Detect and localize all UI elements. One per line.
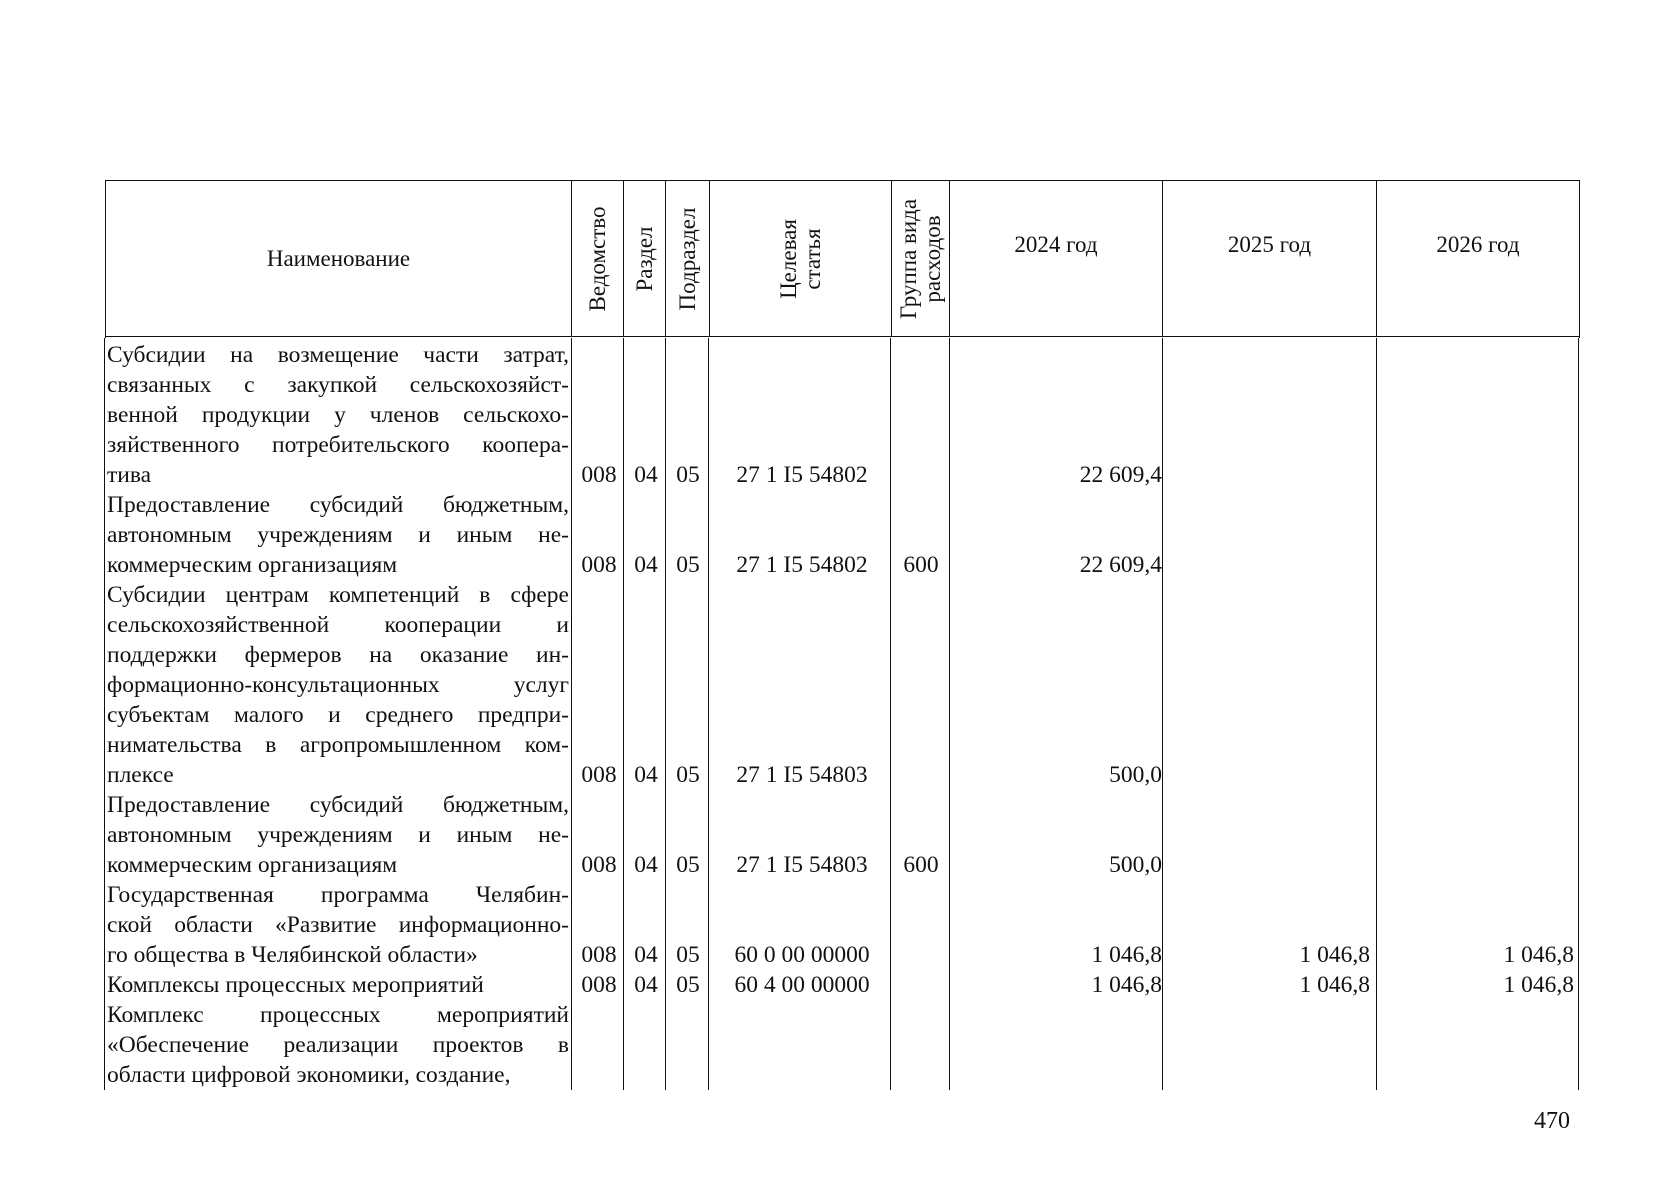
header-2026-label: 2026 год	[1436, 232, 1520, 257]
row-razdel: 04	[634, 852, 658, 878]
header-celevaya-line2: статья	[799, 228, 825, 290]
row-name-line: сельскохозяйственной кооперации и	[107, 612, 569, 638]
header-ved-label: Ведомство	[584, 206, 610, 312]
row-celevaya: 27 1 I5 54803	[736, 762, 868, 788]
row-name	[107, 880, 569, 970]
row-name	[107, 490, 569, 580]
header-gruppa-label	[896, 199, 944, 319]
row-name-line: Субсидии центрам компетенций в сфере	[107, 582, 569, 608]
row-name-line: связанных с закупкой сельскохозяйст-	[107, 372, 569, 398]
row-podrazdel: 05	[676, 552, 700, 578]
header-name-label: Наименование	[266, 245, 411, 271]
row-name-line: автономным учреждениям и иным не-	[107, 822, 569, 848]
row-y2024: 500,0	[1109, 762, 1162, 788]
row-name-line: Комплекс процессных мероприятий	[107, 1002, 569, 1028]
header-razdel	[624, 181, 666, 337]
row-name-line: Предоставление субсидий бюджетным,	[107, 792, 569, 818]
header-podrazdel	[666, 181, 710, 337]
row-name	[107, 790, 569, 880]
row-celevaya: 27 1 I5 54802	[736, 462, 868, 488]
row-name-line: поддержки фермеров на оказание ин-	[107, 642, 569, 668]
row-name	[107, 1000, 569, 1090]
header-ved	[572, 181, 624, 337]
header-gruppa-line2: расходов	[919, 215, 945, 303]
row-y2024: 1 046,8	[1091, 972, 1162, 998]
header-celevaya-line1: Целевая	[775, 219, 801, 299]
table-row	[0, 790, 1673, 880]
row-name-line: Комплексы процессных мероприятий	[107, 972, 484, 998]
row-name	[107, 340, 569, 490]
header-podrazdel-label: Подраздел	[674, 207, 700, 311]
row-razdel: 04	[634, 942, 658, 968]
header-gruppa-line1: Группа вида	[895, 198, 921, 320]
row-podrazdel: 05	[676, 852, 700, 878]
row-razdel: 04	[634, 762, 658, 788]
header-2024	[950, 181, 1163, 337]
row-y2025: 1 046,8	[1299, 972, 1370, 998]
table-header	[105, 180, 1580, 338]
header-2026	[1377, 181, 1579, 337]
header-2025	[1163, 181, 1377, 337]
row-name-line: формационно-консультационных услуг	[107, 672, 569, 698]
header-razdel-label: Раздел	[631, 226, 657, 292]
row-y2025: 1 046,8	[1299, 942, 1370, 968]
row-podrazdel: 05	[676, 462, 700, 488]
row-podrazdel: 05	[676, 972, 700, 998]
row-name-line: Предоставление субсидий бюджетным,	[107, 492, 569, 518]
row-razdel: 04	[634, 462, 658, 488]
table-row	[0, 490, 1673, 580]
row-name-line: зяйственного потребительского коопера-	[107, 432, 569, 458]
row-y2026: 1 046,8	[1503, 972, 1574, 998]
row-gruppa: 600	[903, 852, 939, 878]
row-podrazdel: 05	[676, 942, 700, 968]
row-ved: 008	[581, 462, 617, 488]
row-name-line: венной продукции у членов сельскохо-	[107, 402, 569, 428]
header-celevaya-label	[776, 219, 824, 299]
header-bottom-rule	[105, 336, 1580, 337]
row-name-line: коммерческим организациям	[107, 852, 398, 878]
row-name-line: коммерческим организациям	[107, 552, 398, 578]
header-name	[106, 181, 572, 337]
row-name-line: нимательства в агропромышленном ком-	[107, 732, 569, 758]
header-2024-label: 2024 год	[1014, 232, 1098, 257]
row-ved: 008	[581, 762, 617, 788]
row-name-line: ской области «Развитие информационно-	[107, 912, 569, 938]
row-ved: 008	[581, 852, 617, 878]
row-y2024: 22 609,4	[1079, 462, 1162, 488]
row-celevaya: 27 1 I5 54802	[736, 552, 868, 578]
row-name-line: тива	[107, 462, 152, 488]
row-name-line: го общества в Челябинской области»	[107, 942, 478, 968]
row-name-line: Субсидии на возмещение части затрат,	[107, 342, 569, 368]
row-name-line: автономным учреждениям и иным не-	[107, 522, 569, 548]
row-name-line: плексе	[107, 762, 174, 788]
row-celevaya: 60 0 00 00000	[734, 942, 870, 968]
row-y2026: 1 046,8	[1503, 942, 1574, 968]
row-name	[107, 970, 569, 1000]
header-celevaya	[710, 181, 892, 337]
row-gruppa: 600	[903, 552, 939, 578]
header-gruppa	[892, 181, 950, 337]
row-name-line: Государственная программа Челябин-	[107, 882, 569, 908]
row-razdel: 04	[634, 972, 658, 998]
header-2025-label: 2025 год	[1227, 232, 1312, 257]
row-y2024: 1 046,8	[1091, 942, 1162, 968]
row-name-line: области цифровой экономики, создание,	[107, 1062, 511, 1088]
table-row	[0, 970, 1673, 1000]
row-name-line: «Обеспечение реализации проектов в	[107, 1032, 569, 1058]
row-ved: 008	[581, 552, 617, 578]
row-celevaya: 27 1 I5 54803	[736, 852, 868, 878]
table-row	[0, 580, 1673, 790]
row-razdel: 04	[634, 552, 658, 578]
page-number: 470	[1534, 1108, 1570, 1134]
row-ved: 008	[581, 942, 617, 968]
row-y2024: 22 609,4	[1079, 552, 1162, 578]
row-y2024: 500,0	[1109, 852, 1162, 878]
row-name-line: субъектам малого и среднего предпри-	[107, 702, 569, 728]
table-row	[0, 340, 1673, 490]
row-podrazdel: 05	[676, 762, 700, 788]
table-row	[0, 880, 1673, 970]
table-row	[0, 1000, 1673, 1090]
row-celevaya: 60 4 00 00000	[734, 972, 870, 998]
row-name	[107, 580, 569, 790]
row-ved: 008	[581, 972, 617, 998]
